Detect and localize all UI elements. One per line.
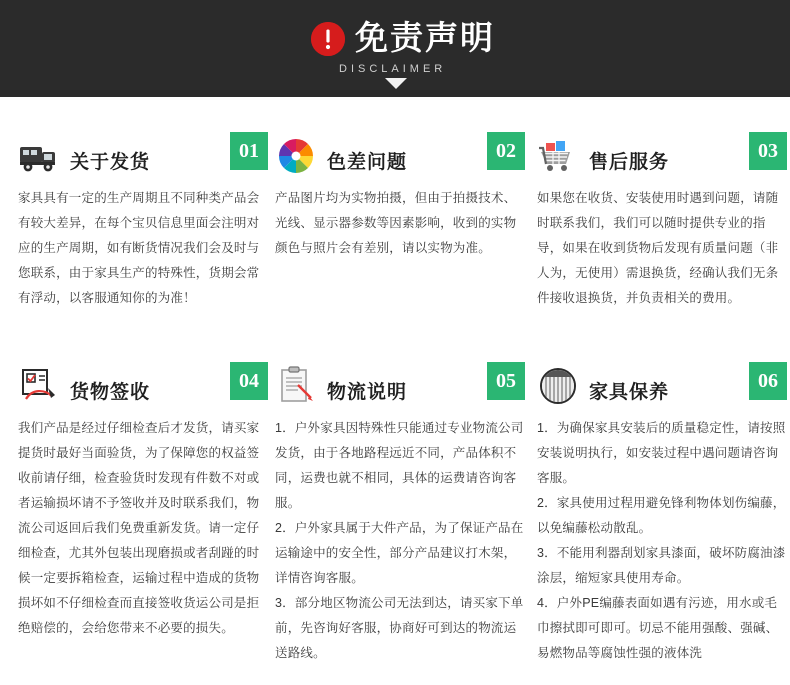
section-paragraph: 1．户外家具因特殊性只能通过专业物流公司发货，由于各地路程远近不同，产品体积不同，运费也就不相同，具体的运费请咨询客服。 xyxy=(275,421,524,510)
section-body xyxy=(275,416,525,666)
section-paragraph: 3．不能用利器刮划家具漆面，破坏防腐油漆涂层，缩短家具使用寿命。 xyxy=(537,546,786,585)
section-header xyxy=(18,130,268,186)
section-color-difference xyxy=(275,130,525,261)
down-triangle-icon xyxy=(385,78,407,89)
section-logistics xyxy=(275,360,525,666)
section-header xyxy=(537,360,787,416)
section-body xyxy=(537,416,787,666)
section-paragraph: 3．部分地区物流公司无法到达，请买家下单前，先咨询好客服，协商好可到达的物流运送路线。 xyxy=(275,596,524,660)
section-header xyxy=(18,360,268,416)
section-body xyxy=(275,186,525,261)
section-title: 售后服务 xyxy=(589,152,670,173)
section-paragraph: 我们产品是经过仔细检查后才发货，请买家提货时最好当面验货，为了保障您的权益签收前请仔细，检查验货时发现有件数不对或者运输损坏请不予签收并及时联系我们，物流公司返回后我们免费重新发货。请一定仔细检查，尤其外包装出现磨损或者刮踫的时候一定要拆箱检查，运输过程中造成的货物损坏如不仔细检查而直接签收货运公司是拒绝赔偿的，会给您带来不必要的损失。 xyxy=(18,421,260,635)
disclaimer-header xyxy=(0,0,790,97)
section-paragraph: 4．户外PE编藤表面如遇有污迹，用水或毛巾擦拭即可即可。切忌不能用强酸、强碱、易燃物品等腐蚀性强的液体洗 xyxy=(537,596,779,660)
page-title: 免责声明 xyxy=(355,19,495,56)
section-paragraph: 2．家具使用过程用避免锋利物体划伤编藤，以免编藤松动散乱。 xyxy=(537,496,786,535)
shopping-cart-icon xyxy=(537,135,579,177)
clipboard-document-icon xyxy=(275,365,317,407)
section-number: 01 xyxy=(230,132,268,170)
section-header xyxy=(275,360,525,416)
section-furniture-care xyxy=(537,360,787,666)
page-subtitle: DISCLAIMER xyxy=(339,63,447,75)
section-number: 04 xyxy=(230,362,268,400)
furniture-care-icon xyxy=(537,365,579,407)
section-goods-receipt xyxy=(18,360,268,641)
section-number: 05 xyxy=(487,362,525,400)
section-title: 物流说明 xyxy=(327,382,408,403)
section-header xyxy=(275,130,525,186)
checklist-sign-icon xyxy=(18,365,60,407)
section-paragraph: 产品图片均为实物拍摄，但由于拍摄技术、光线、显示器参数等因素影响，收到的实物颜色与照片会有差别，请以实物为准。 xyxy=(275,191,517,255)
section-paragraph: 家具具有一定的生产周期且不同种类产品会有较大差异，在每个宝贝信息里面会注明对应的生产周期，如有断货情况我们会及时与您联系，由于家具生产的特殊性，货期会常有浮动，以客服通知你的为准！ xyxy=(18,191,260,305)
section-header xyxy=(537,130,787,186)
section-body xyxy=(18,186,268,311)
disclaimer-sections xyxy=(0,97,790,685)
section-paragraph: 2．户外家具属于大件产品，为了保证产品在运输途中的安全性，部分产品建议打木架，详情咨询客服。 xyxy=(275,521,524,585)
exclamation-icon xyxy=(311,22,345,56)
color-wheel-icon xyxy=(275,135,317,177)
section-number: 02 xyxy=(487,132,525,170)
section-about-shipping xyxy=(18,130,268,311)
section-title: 色差问题 xyxy=(327,152,408,173)
section-after-sales xyxy=(537,130,787,311)
section-number: 06 xyxy=(749,362,787,400)
section-number: 03 xyxy=(749,132,787,170)
section-title: 家具保养 xyxy=(589,382,670,403)
truck-icon xyxy=(18,135,60,177)
section-body xyxy=(18,416,268,641)
section-body xyxy=(537,186,787,311)
section-paragraph: 1．为确保家具安装后的质量稳定性，请按照安装说明执行，如安装过程中遇问题请咨询客服。 xyxy=(537,421,786,485)
section-paragraph: 如果您在收货、安装使用时遇到问题，请随时联系我们，我们可以随时提供专业的指导，如果在收到货物后发现有质量问题（非人为，无使用）需退换货，经确认我们无条件接收退换货，并负责相关的费用。 xyxy=(537,191,779,305)
section-title: 关于发货 xyxy=(70,152,151,173)
section-title: 货物签收 xyxy=(70,382,151,403)
